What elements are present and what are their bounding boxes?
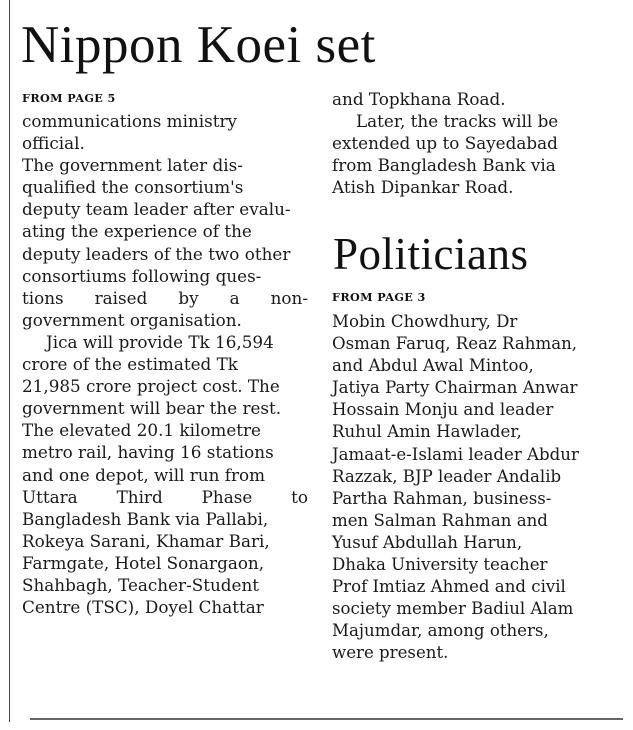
text-line: and Topkhana Road.: [332, 89, 506, 109]
text-line: Shahbagh, Teacher-Student: [22, 574, 260, 595]
text-line: Razzak, BJP leader Andalib: [332, 466, 562, 486]
text-line: Mobin Chowdhury, Dr: [332, 312, 518, 331]
article2-column: [332, 311, 622, 665]
text-line: Yusuf Abdullah Harun,: [332, 532, 523, 552]
text-line: Dhaka University teacher: [332, 555, 548, 575]
text-line: crore of the estimated Tk: [22, 354, 238, 375]
text-line: Atish Dipankar Road.: [332, 177, 514, 198]
text-line: deputy team leader after evalu-: [22, 199, 291, 220]
text-line: Farmgate, Hotel Sonargaon,: [22, 552, 265, 573]
article1-left-column: [22, 110, 308, 618]
text-line: Majumdar, among others,: [332, 621, 549, 641]
text-line: men Salman Rahman and: [332, 510, 548, 530]
text-line: extended up to Sayedabad: [332, 133, 558, 154]
text-line: were present.: [332, 643, 449, 663]
headline-politicians: Politicians: [333, 229, 529, 279]
column-rule-left: [9, 0, 10, 722]
text-line: ating the experience of the: [22, 221, 252, 242]
text-line: communications ministry: [22, 111, 237, 131]
jump-label-page-5: FROM PAGE 5: [22, 91, 116, 105]
text-line: The elevated 20.1 kilometre: [22, 420, 261, 441]
text-line: Later, the tracks will be: [356, 111, 559, 132]
text-line: Centre (TSC), Doyel Chattar: [22, 597, 264, 618]
text-line: government organisation.: [22, 309, 242, 330]
text-line: Jamaat-e-Islami leader Abdur: [332, 444, 579, 464]
text-line: metro rail, having 16 stations: [22, 442, 274, 463]
text-line: qualified the consortium's: [22, 177, 244, 198]
text-line: Uttara Third Phase to: [22, 486, 308, 507]
text-line: tions raised by a non-: [22, 287, 308, 308]
text-line: government will bear the rest.: [22, 398, 282, 419]
column-rule-bottom: [30, 718, 623, 720]
text-line: 21,985 crore project cost. The: [22, 376, 280, 397]
text-line: official.: [22, 133, 85, 154]
text-line: Partha Rahman, business-: [332, 488, 552, 508]
text-line: Bangladesh Bank via Pallabi,: [22, 508, 269, 529]
text-line: Jatiya Party Chairman Anwar: [332, 378, 578, 398]
text-line: Jica will provide Tk 16,594: [46, 331, 274, 352]
text-line: Osman Faruq, Reaz Rahman,: [332, 334, 578, 354]
article1-right-column: [332, 88, 622, 198]
text-line: consortiums following ques-: [22, 265, 262, 286]
text-line: The government later dis-: [22, 155, 243, 176]
text-line: and one depot, will run from: [22, 464, 266, 485]
text-line: Rokeya Sarani, Khamar Bari,: [22, 530, 270, 551]
text-line: Prof Imtiaz Ahmed and civil: [332, 577, 566, 597]
jump-label-page-3: FROM PAGE 3: [332, 290, 426, 304]
text-line: and Abdul Awal Mintoo,: [332, 356, 534, 376]
headline-nippon-koei: Nippon Koei set: [21, 16, 376, 74]
text-line: Hossain Monju and leader: [332, 400, 554, 420]
text-line: society member Badiul Alam: [332, 599, 574, 619]
text-line: deputy leaders of the two other: [22, 243, 291, 264]
text-line: from Bangladesh Bank via: [332, 155, 556, 176]
text-line: Ruhul Amin Hawlader,: [332, 422, 522, 442]
